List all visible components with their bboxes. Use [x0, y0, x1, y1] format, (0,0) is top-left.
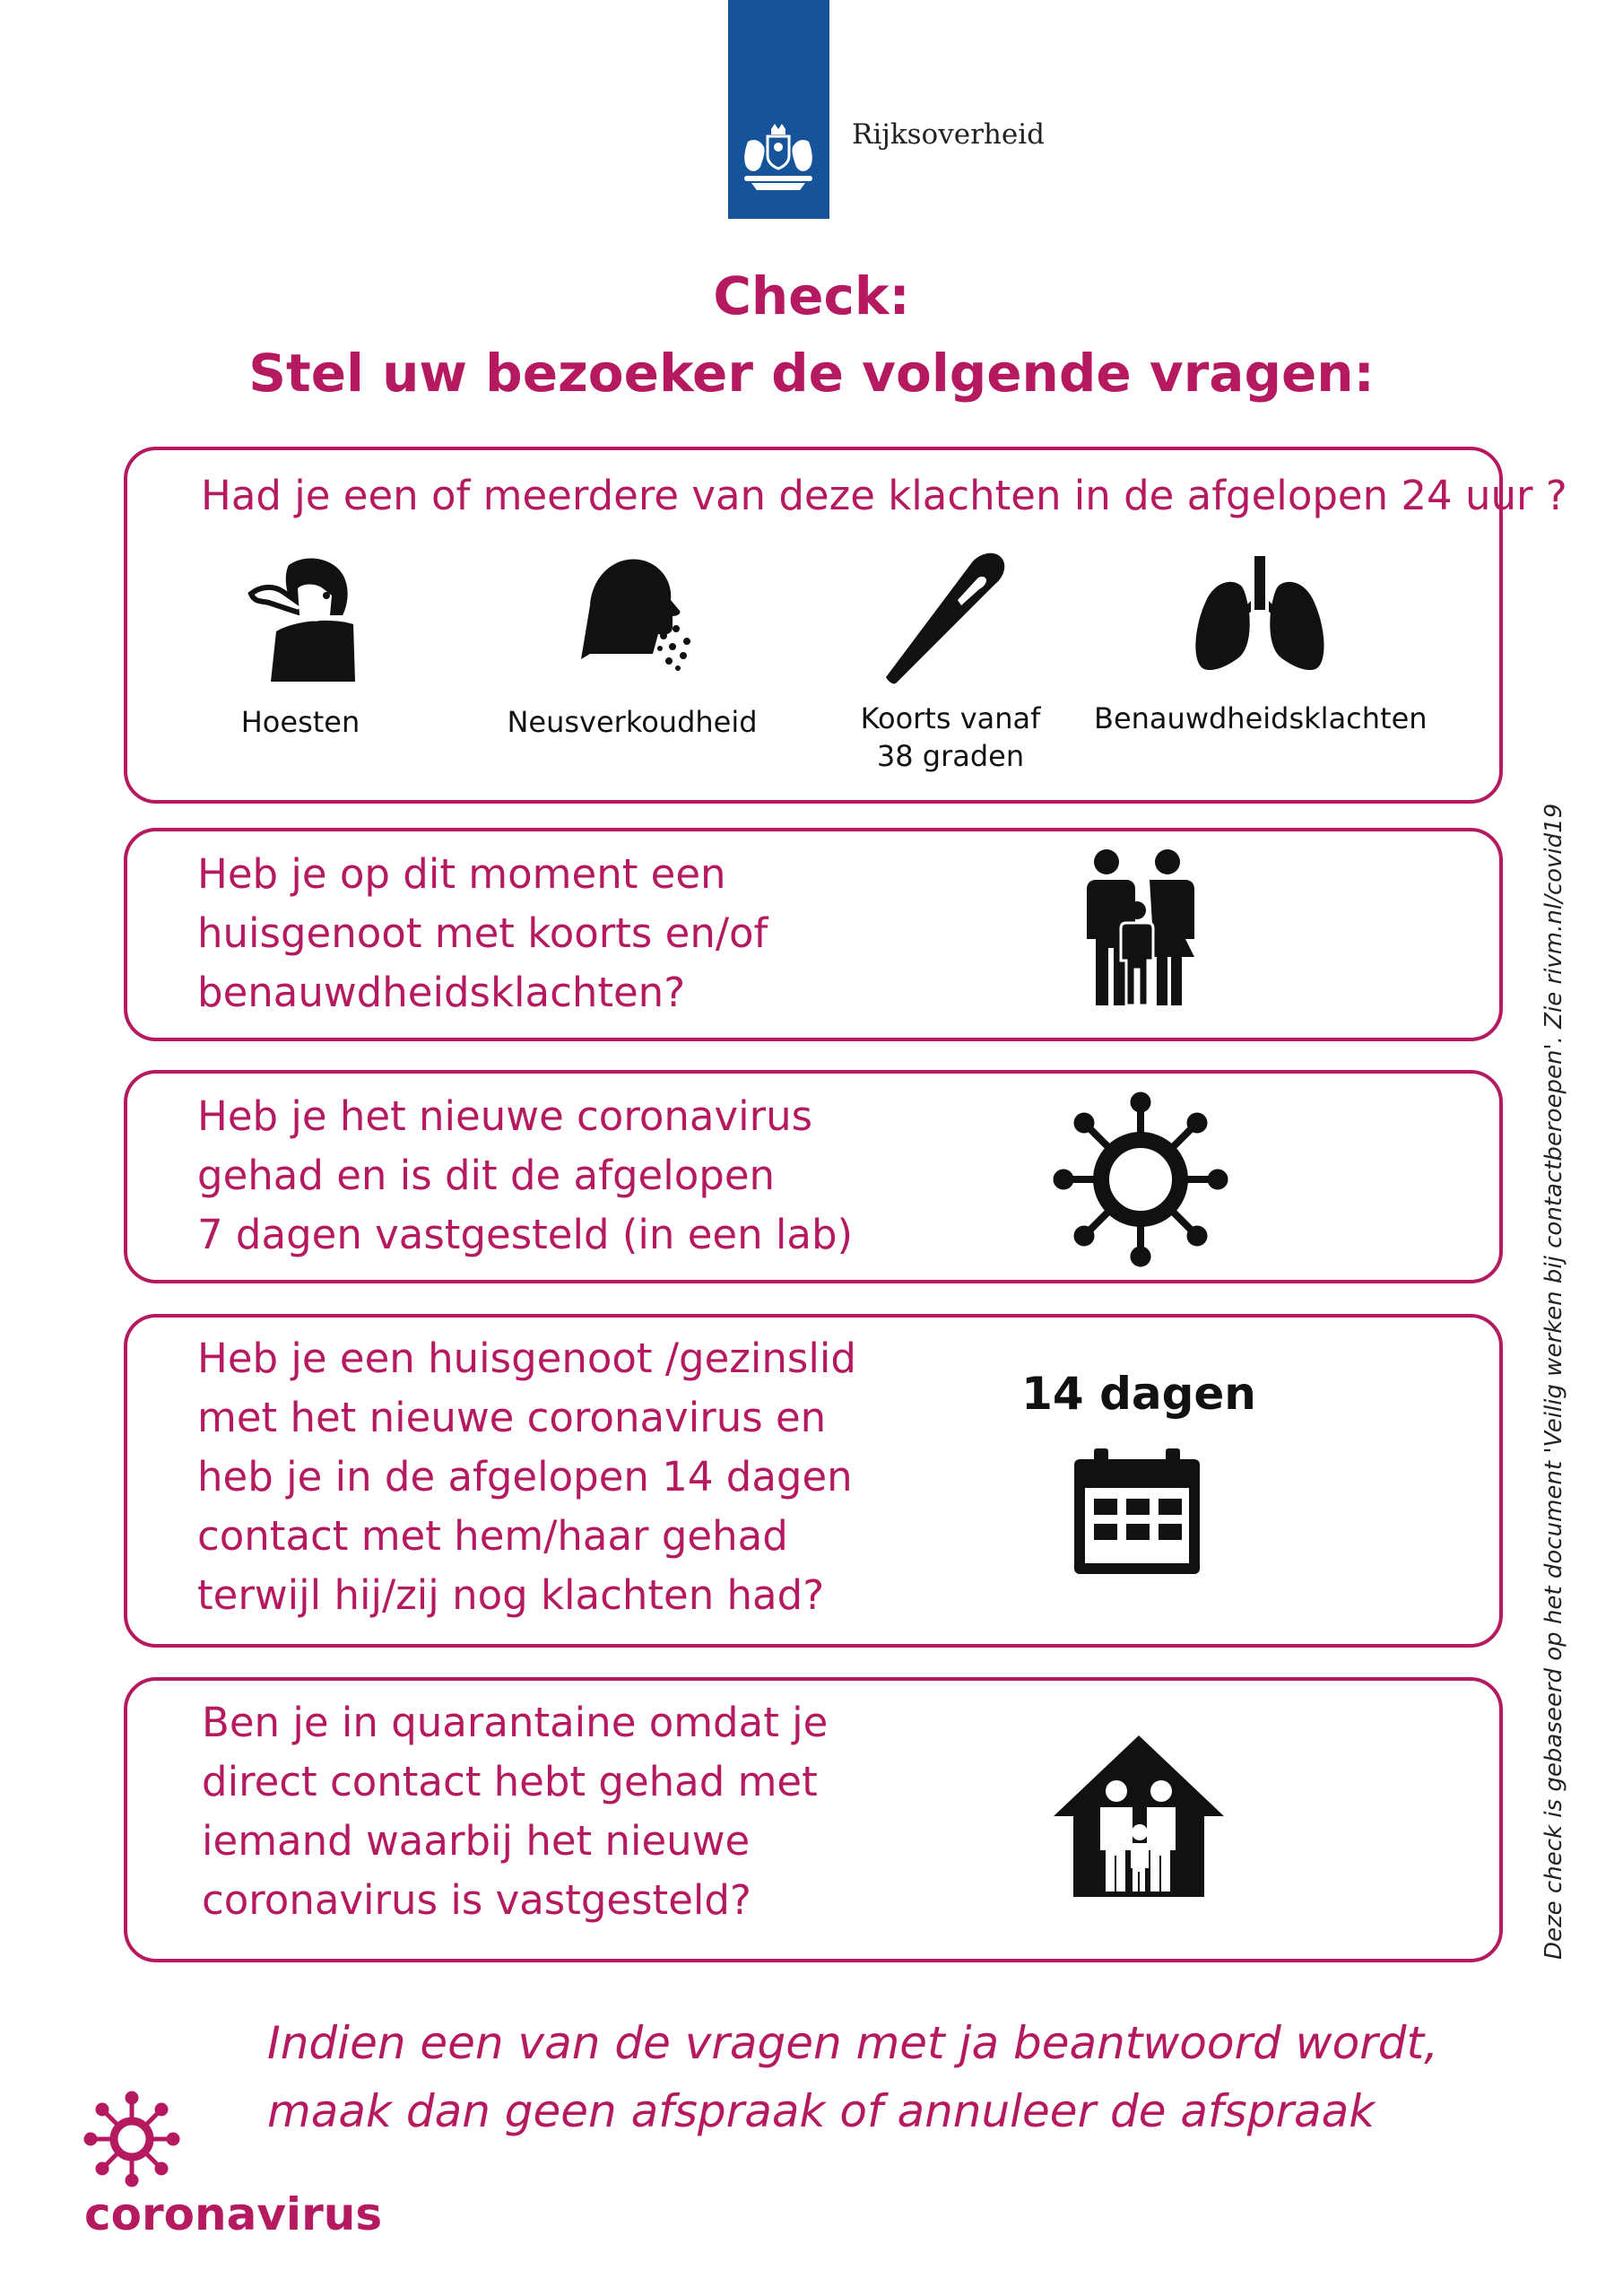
coronavirus-logo-icon — [82, 2090, 181, 2188]
side-note: Deze check is gebaseerd op het document 'Veilig werken bij contactberoepen'. Zie rivm.nl/covid19 — [1541, 803, 1567, 1960]
royal-coat-of-arms-icon — [735, 124, 821, 196]
question-text: Heb je een huisgenoot /gezinslid met het nieuwe coronavirus en heb je in de afgelopen 14 dagen contact met hem/haar gehad terwijl hij/zij nog klachten had? — [197, 1335, 856, 1619]
symptom-label-breathing: Benauwdheidsklachten — [1094, 701, 1428, 735]
sneeze-icon — [563, 543, 698, 677]
symptom-label-fever-1: Koorts vanaf — [860, 701, 1041, 735]
page-subtitle: Stel uw bezoeker de volgende vragen: — [248, 343, 1375, 404]
virus-icon — [1051, 1090, 1230, 1269]
logo-text: Rijksoverheid — [852, 118, 1045, 151]
days-badge: 14 dagen — [1021, 1368, 1256, 1420]
page-title: Check: — [713, 265, 910, 326]
family-icon — [1076, 848, 1202, 1009]
logo-bar — [728, 0, 829, 219]
cough-icon — [235, 547, 369, 682]
question-text: Heb je op dit moment een huisgenoot met koorts en/of benauwdheidsklachten? — [197, 850, 768, 1016]
coronavirus-brand-text: coronavirus — [84, 2188, 383, 2240]
question-text: Heb je het nieuwe coronavirus gehad en is dit de afgelopen 7 dagen vastgesteld (in een lab) — [197, 1092, 854, 1258]
symptom-label-fever-2: 38 graden — [876, 739, 1025, 773]
question-text: Ben je in quarantaine omdat je direct contact hebt gehad met iemand waarbij het nieuwe coronavirus is vastgesteld? — [202, 1699, 829, 1924]
calendar-icon — [1074, 1448, 1200, 1574]
lungs-icon — [1188, 556, 1332, 673]
question-text: Had je een of meerdere van deze klachten in de afgelopen 24 uur ? — [201, 472, 1567, 519]
symptom-label-cough: Hoesten — [240, 705, 360, 739]
symptom-label-runny-nose: Neusverkoudheid — [507, 705, 758, 739]
footer-warning: Indien een van de vragen met ja beantwoord wordt, maak dan geen afspraak of annuleer de afspraak — [267, 2017, 1438, 2137]
house-family-icon — [1054, 1735, 1224, 1897]
thermometer-icon — [879, 543, 1022, 686]
